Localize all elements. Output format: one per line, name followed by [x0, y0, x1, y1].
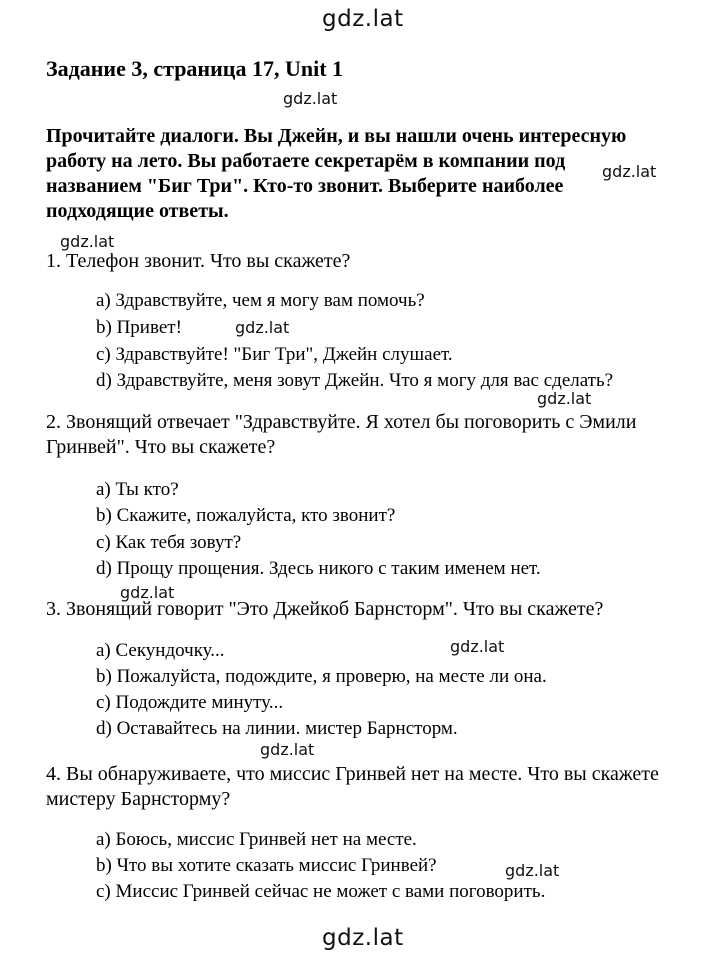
question-text: мистеру Барнсторму?: [46, 788, 231, 810]
question-3: [46, 597, 676, 622]
option-2b: b) Скажите, пожалуйста, кто звонит?: [96, 505, 396, 526]
watermark: gdz.lat: [120, 583, 175, 602]
option-3a: a) Секундочку...: [96, 640, 225, 661]
watermark-bottom: gdz.lat: [322, 925, 404, 951]
option-4a: a) Боюсь, миссис Гринвей нет на месте.: [96, 829, 417, 850]
option-4c: c) Миссис Гринвей сейчас не может с вами поговорить.: [96, 881, 546, 902]
watermark: gdz.lat: [602, 162, 657, 181]
watermark: gdz.lat: [537, 389, 592, 408]
option-1a: a) Здравствуйте, чем я могу вам помочь?: [96, 290, 425, 311]
question-text: 3. Звонящий говорит "Это Джейкоб Барнсторм". Что вы скажете?: [46, 598, 604, 620]
watermark: gdz.lat: [260, 740, 315, 759]
option-4b: b) Что вы хотите сказать миссис Гринвей?: [96, 855, 437, 876]
watermark: gdz.lat: [283, 89, 338, 108]
option-2a: a) Ты кто?: [96, 479, 179, 500]
question-text: 2. Звонящий отвечает "Здравствуйте. Я хотел бы поговорить с Эмили: [46, 411, 637, 433]
instructions-line: подходящие ответы.: [46, 200, 229, 222]
question-text: 4. Вы обнаруживаете, что миссис Гринвей нет на месте. Что вы скажете: [46, 763, 659, 785]
option-3d: d) Оставайтесь на линии. мистер Барнсторм.: [96, 718, 458, 739]
instructions-line: названием "Биг Три". Кто-то звонит. Выберите наиболее: [46, 175, 564, 197]
option-2c: c) Как тебя зовут?: [96, 532, 242, 553]
watermark: gdz.lat: [505, 861, 560, 880]
question-text: 1. Телефон звонит. Что вы скажете?: [46, 250, 351, 272]
option-1c: c) Здравствуйте! "Биг Три", Джейн слушает.: [96, 344, 453, 365]
question-1: [46, 249, 676, 274]
question-text: Гринвей". Что вы скажете?: [46, 436, 276, 458]
watermark: gdz.lat: [60, 232, 115, 251]
question-4: [46, 762, 676, 812]
instructions: [46, 124, 646, 224]
option-3c: c) Подождите минуту...: [96, 692, 284, 713]
option-2d: d) Прощу прощения. Здесь никого с таким именем нет.: [96, 558, 541, 579]
instructions-line: Прочитайте диалоги. Вы Джейн, и вы нашли очень интересную: [46, 125, 627, 147]
watermark-top: gdz.lat: [322, 6, 404, 32]
instructions-line: работу на лето. Вы работаете секретарём в компании под: [46, 150, 566, 172]
question-2: [46, 410, 676, 460]
watermark: gdz.lat: [235, 318, 290, 337]
watermark: gdz.lat: [450, 637, 505, 656]
option-1b: b) Привет!: [96, 317, 182, 338]
option-1d: d) Здравствуйте, меня зовут Джейн. Что я могу для вас сделать?: [96, 370, 614, 391]
option-3b: b) Пожалуйста, подождите, я проверю, на месте ли она.: [96, 666, 547, 687]
page-title: Задание 3, страница 17, Unit 1: [46, 56, 344, 81]
